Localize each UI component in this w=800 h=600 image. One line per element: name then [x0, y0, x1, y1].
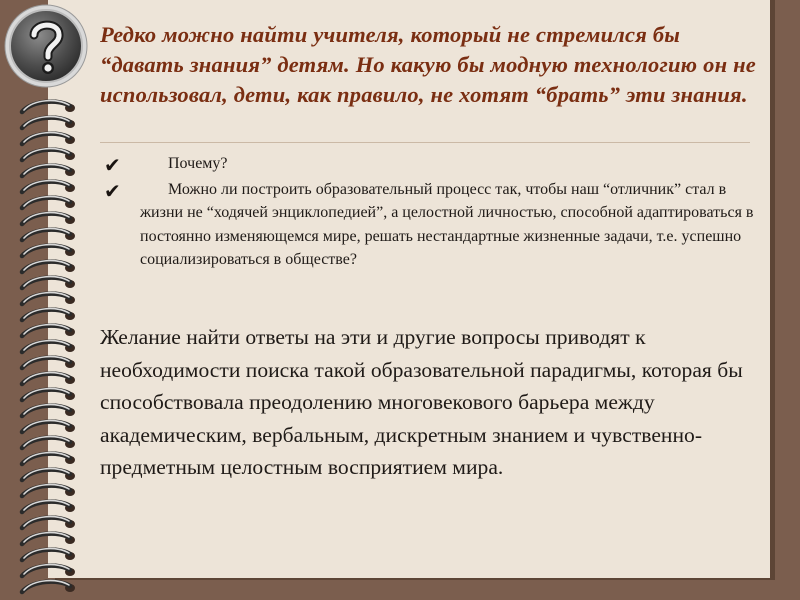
list-item	[100, 152, 770, 176]
list-item	[100, 178, 770, 272]
list-item-text: Можно ли построить образовательный процесс так, чтобы наш “отличник” стал в жизни не “ходячей энциклопедией”, а целостной личностью, способной адаптироваться в постоянно изменяющемся мире, решать нестандартные жизненные задачи, т.е. успешно социализироваться в обществе?	[140, 180, 754, 268]
divider	[100, 142, 750, 143]
slide-title: Редко можно найти учителя, который не стремился бы “давать знания” детям. Но какую бы модную технологию он не использовал, дети, как правило, не хотят “брать” эти знания.	[100, 22, 756, 107]
checkmark-icon: ✔	[104, 153, 121, 177]
checkmark-icon: ✔	[104, 178, 121, 203]
list-item-text: Почему?	[168, 155, 228, 172]
question-list	[100, 152, 770, 274]
conclusion-paragraph: Желание найти ответы на эти и другие вопросы приводят к необходимости поиска такой образовательной парадигмы, которая бы способствовала преодолению многовекового барьера между академическим, вербальным, дискретным знанием и чувственно-предметным целостным восприятием мира.	[100, 325, 743, 479]
spiral-binding-icon	[0, 0, 110, 600]
question-mark-icon	[3, 3, 89, 89]
